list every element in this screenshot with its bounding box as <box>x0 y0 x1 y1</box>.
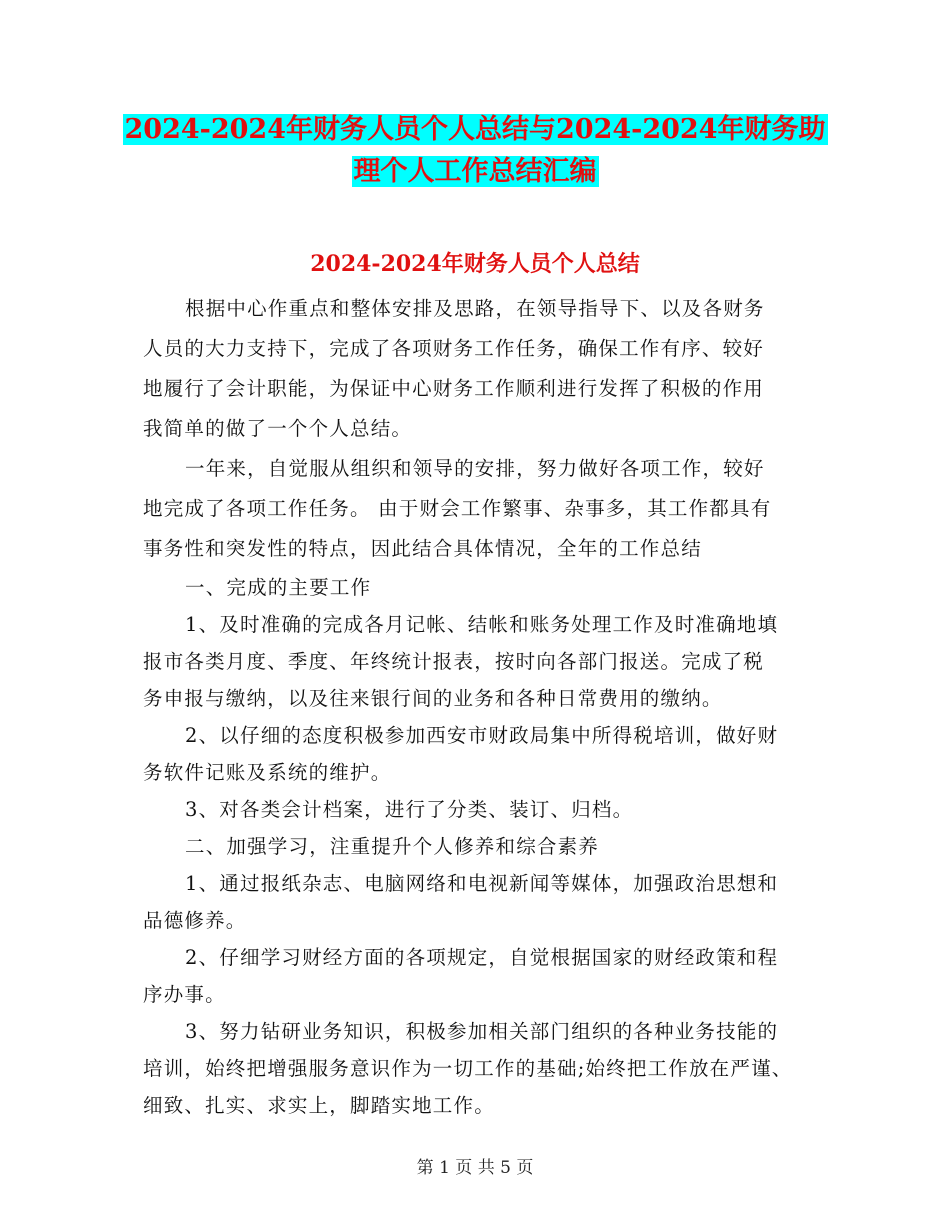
paragraph-line: 根据中心作重点和整体安排及思路，在领导指导下、以及各财务 <box>185 297 765 320</box>
paragraph <box>143 865 823 939</box>
paragraph <box>143 717 823 791</box>
document-title-line-1 <box>0 111 950 149</box>
paragraph-line: 我简单的做了一个个人总结。 <box>143 417 413 440</box>
document-body <box>143 289 823 1124</box>
paragraph <box>143 939 823 1013</box>
paragraph-line: 2、仔细学习财经方面的各项规定，自觉根据国家的财经政策和程 <box>185 946 779 969</box>
title-text: 2024-2024年财务人员个人总结与2024-2024年财务助 <box>124 114 826 145</box>
paragraph-line: 序办事。 <box>143 983 226 1006</box>
paragraph-line: 培训，始终把增强服务意识作为一切工作的基础;始终把工作放在严谨、 <box>143 1057 793 1080</box>
paragraph <box>143 791 823 828</box>
section-heading: 2024-2024年财务人员个人总结 <box>310 251 640 277</box>
paragraph-line: 事务性和突发性的特点，因此结合具体情况，全年的工作总结 <box>143 537 702 560</box>
paragraph <box>143 569 823 606</box>
paragraph-line: 地履行了会计职能，为保证中心财务工作顺利进行发挥了积极的作用 <box>143 377 765 400</box>
paragraph-line: 务申报与缴纳，以及往来银行间的业务和各种日常费用的缴纳。 <box>143 687 723 710</box>
paragraph-line: 2、以仔细的态度积极参加西安市财政局集中所得税培训，做好财 <box>185 724 779 747</box>
title-text: 理个人工作总结汇编 <box>353 156 597 187</box>
paragraph-line: 细致、扎实、求实上，脚踏实地工作。 <box>143 1094 495 1117</box>
paragraph-line: 二、加强学习，注重提升个人修养和综合素养 <box>185 835 600 858</box>
paragraph-line: 3、对各类会计档案，进行了分类、装订、归档。 <box>185 798 634 821</box>
paragraph <box>143 828 823 865</box>
page-footer: 第 1 页 共 5 页 <box>416 1158 534 1178</box>
paragraph <box>143 606 823 717</box>
paragraph <box>143 289 823 449</box>
paragraph-line: 1、及时准确的完成各月记帐、结帐和账务处理工作及时准确地填 <box>185 613 779 636</box>
paragraph-line: 一、完成的主要工作 <box>185 576 372 599</box>
paragraph <box>143 1013 823 1124</box>
paragraph-line: 务软件记账及系统的维护。 <box>143 761 392 784</box>
paragraph-line: 地完成了各项工作任务。 由于财会工作繁事、杂事多，其工作都具有 <box>143 497 772 520</box>
paragraph-line: 品德修养。 <box>143 909 247 932</box>
paragraph <box>143 449 823 569</box>
paragraph-line: 3、努力钻研业务知识，积极参加相关部门组织的各种业务技能的 <box>185 1020 779 1043</box>
document-title-line-2 <box>0 153 950 191</box>
paragraph-line: 一年来，自觉服从组织和领导的安排，努力做好各项工作，较好 <box>185 457 765 480</box>
paragraph-line: 报市各类月度、季度、年终统计报表，按时向各部门报送。完成了税 <box>143 650 765 673</box>
paragraph-line: 1、通过报纸杂志、电脑网络和电视新闻等媒体，加强政治思想和 <box>185 872 779 895</box>
paragraph-line: 人员的大力支持下，完成了各项财务工作任务，确保工作有序、较好 <box>143 337 765 360</box>
